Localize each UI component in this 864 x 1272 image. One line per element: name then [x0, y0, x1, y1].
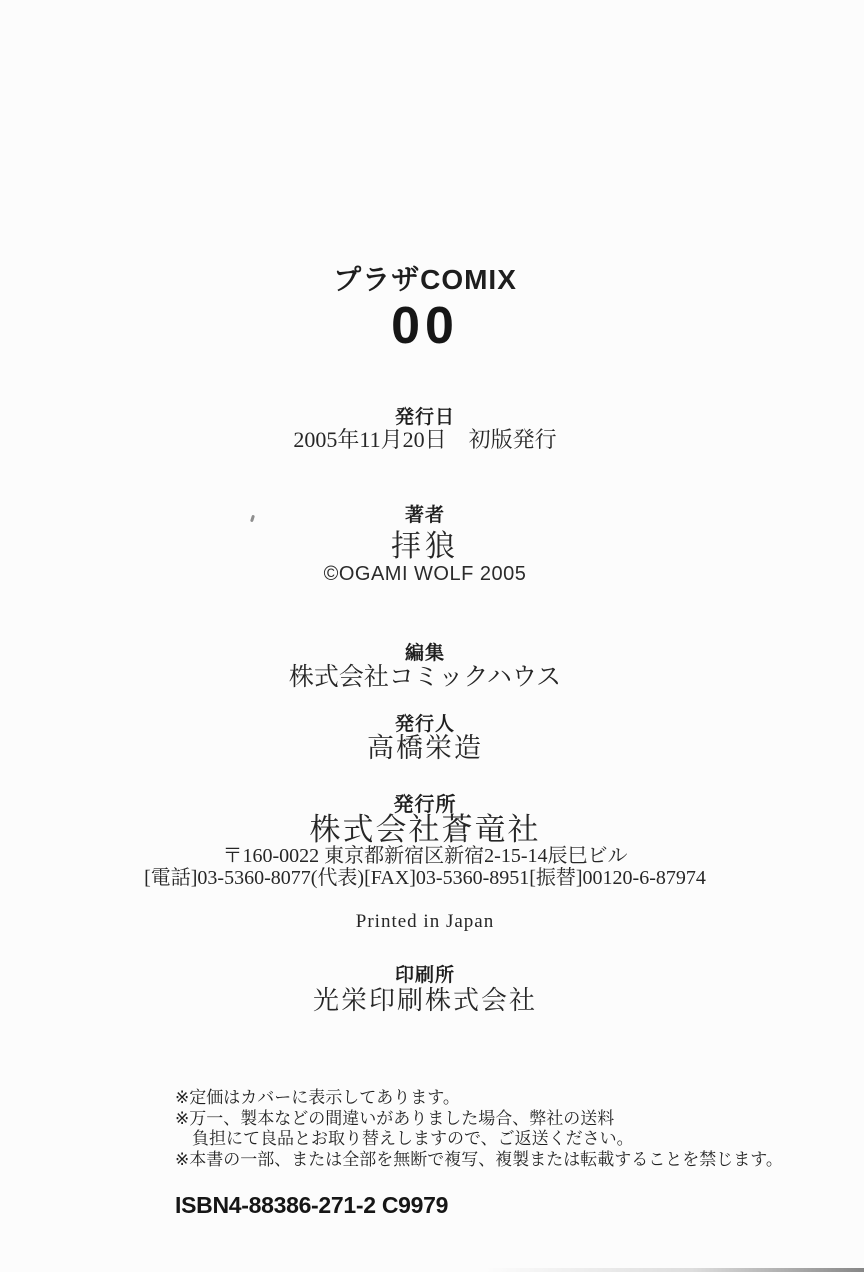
volume-number: 00	[391, 297, 459, 355]
printed-in-japan: Printed in Japan	[355, 911, 495, 932]
author-label: 著者	[404, 505, 445, 526]
note-defect-1: ※万一、製本などの間違いがありました場合、弊社の送料	[175, 1108, 615, 1128]
publishing-office-address: 〒160-0022 東京都新宿区新宿2-15-14辰巳ビル	[222, 845, 628, 867]
publishing-office-contacts: [電話]03-5360-8077(代表)[FAX]03-5360-8951[振替]00120-6-87974	[144, 867, 706, 889]
copyright-line: ©OGAMI WOLF 2005	[323, 563, 527, 585]
publisher-person-name: 高橋栄造	[367, 733, 483, 763]
note-copyright: ※本書の一部、または全部を無断で複写、複製または転載することを禁じます。	[175, 1149, 783, 1169]
scan-edge-shadow	[484, 1268, 864, 1272]
notes-block	[175, 1088, 783, 1170]
publication-date-value: 2005年11月20日 初版発行	[293, 427, 557, 452]
printer-label: 印刷所	[394, 965, 455, 986]
publishing-office-label: 発行所	[393, 794, 457, 816]
isbn-code: ISBN4-88386-271-2 C9979	[175, 1192, 449, 1218]
note-price: ※定価はカバーに表示してあります。	[175, 1088, 460, 1107]
printer-name: 光栄印刷株式会社	[312, 986, 537, 1015]
publication-date-label: 発行日	[394, 407, 455, 428]
editing-label: 編集	[404, 643, 445, 664]
author-name: 拝狼	[391, 530, 459, 563]
publisher-person-label: 発行人	[394, 714, 455, 735]
publishing-office-name: 株式会社蒼竜社	[309, 812, 541, 847]
series-title: プラザCOMIX	[333, 264, 517, 295]
note-defect-2: 負担にて良品とお取り替えしますので、ご返送ください。	[192, 1129, 634, 1148]
editing-company: 株式会社コミックハウス	[288, 664, 562, 691]
